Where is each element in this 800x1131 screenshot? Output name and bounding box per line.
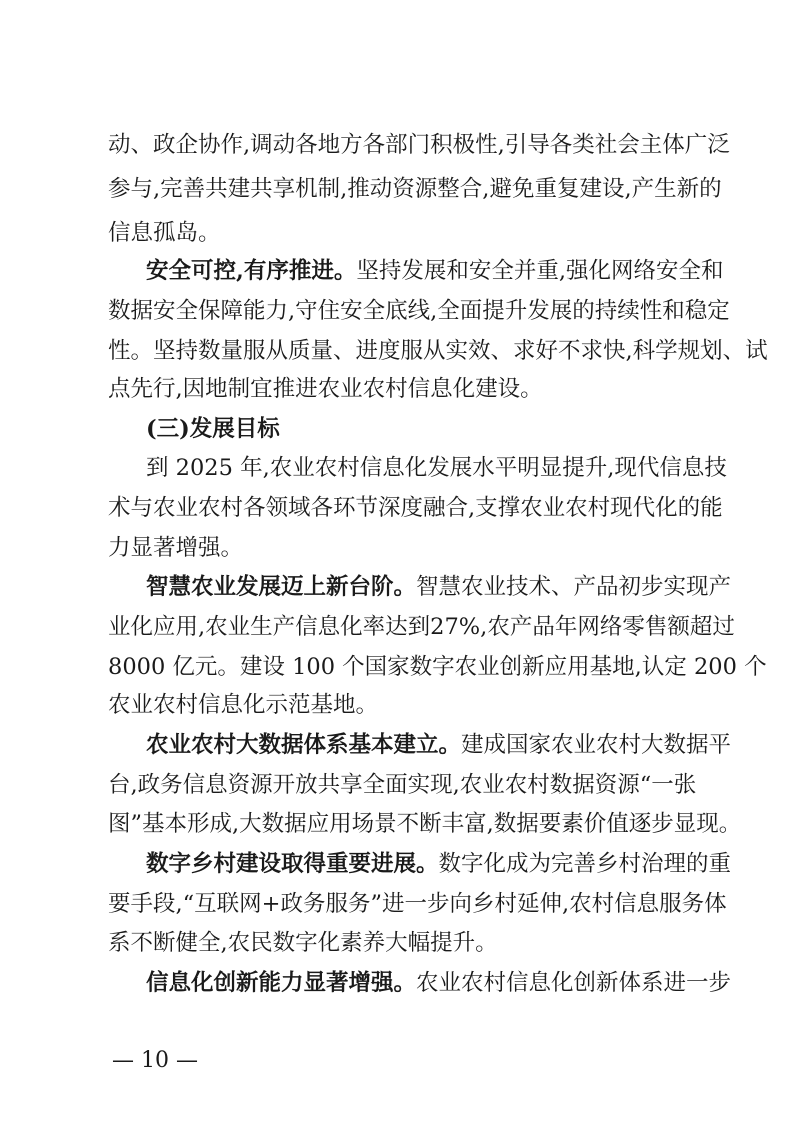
- paragraph-goal-2025: [146, 453, 727, 483]
- body-line-11: [108, 533, 688, 563]
- line-text: 图”基本形成,大数据应用场景不断丰富,数据要素价值逐步显现。: [108, 811, 742, 837]
- line-text: 力显著增强。: [108, 535, 244, 561]
- line-text: 信息孤岛。: [108, 220, 221, 246]
- body-line-5: [108, 296, 730, 326]
- line-text: 业化应用,农业生产信息化率达到27%,农产品年网络零售额超过: [108, 614, 735, 640]
- paragraph-digital-village: [146, 849, 732, 879]
- body-line-17: [108, 770, 697, 800]
- line-text: 性。坚持数量服从质量、进度服从实效、求好不求快,科学规划、试: [108, 338, 768, 364]
- line-text: 智慧农业技术、产品初步实现产: [416, 574, 732, 600]
- paragraph-big-data: [146, 730, 732, 760]
- body-line-7: [108, 374, 688, 404]
- paragraph-smart-agriculture: [146, 572, 732, 602]
- line-text: 台,政务信息资源开放共享全面实现,农业农村数据资源“一张: [108, 772, 697, 798]
- body-line-14: [108, 652, 767, 682]
- paragraph-safe-controllable: [146, 256, 724, 286]
- line-text: 坚持发展和安全并重,强化网络安全和: [356, 258, 724, 284]
- body-line-18: [108, 809, 742, 839]
- body-line-10: [108, 493, 723, 523]
- line-text: 系不断健全,农民数字化素养大幅提升。: [108, 930, 498, 956]
- line-text: 数字化成为完善乡村治理的重: [438, 851, 732, 877]
- paragraph-heading: 数字乡村建设取得重要进展。: [146, 851, 439, 877]
- body-line-21: [108, 928, 688, 958]
- paragraph-heading: 信息化创新能力显著增强。: [146, 970, 417, 996]
- body-line-20: [108, 889, 727, 919]
- line-text: 术与农业农村各领域各环节深度融合,支撑农业农村现代化的能: [108, 495, 723, 521]
- line-text: 点先行,因地制宜推进农业农村信息化建设。: [108, 376, 543, 402]
- section-heading: [146, 414, 688, 444]
- paragraph-heading: 安全可控,有序推进。: [146, 258, 357, 284]
- body-line-2: [108, 174, 722, 204]
- line-text: 农业农村信息化创新体系进一步: [416, 970, 732, 996]
- line-text: 参与,完善共建共享机制,推动资源整合,避免重复建设,产生新的: [108, 176, 722, 202]
- body-line-3: [108, 218, 688, 248]
- line-text: 8000 亿元。建设 100 个国家数字农业创新应用基地,认定 200 个: [108, 654, 767, 680]
- body-line-13: [108, 612, 735, 642]
- body-line-1: [108, 130, 730, 160]
- paragraph-heading: 智慧农业发展迈上新台阶。: [146, 574, 417, 600]
- line-text: 建成国家农业农村大数据平: [461, 732, 732, 758]
- line-text: 数据安全保障能力,守住安全底线,全面提升发展的持续性和稳定: [108, 298, 730, 324]
- paragraph-heading: 农业农村大数据体系基本建立。: [146, 732, 462, 758]
- line-text: 动、政企协作,调动各地方各部门积极性,引导各类社会主体广泛: [108, 132, 730, 158]
- line-text: 要手段,“互联网+政务服务”进一步向乡村延伸,农村信息服务体: [108, 891, 727, 917]
- paragraph-innovation: [146, 968, 732, 998]
- line-text: 到 2025 年,农业农村信息化发展水平明显提升,现代信息技: [146, 455, 727, 481]
- section-title: (三)发展目标: [146, 416, 280, 442]
- line-text: 农业农村信息化示范基地。: [108, 692, 379, 718]
- body-line-6: [108, 336, 768, 366]
- page-number: — 10 —: [112, 1048, 198, 1073]
- body-line-15: [108, 690, 688, 720]
